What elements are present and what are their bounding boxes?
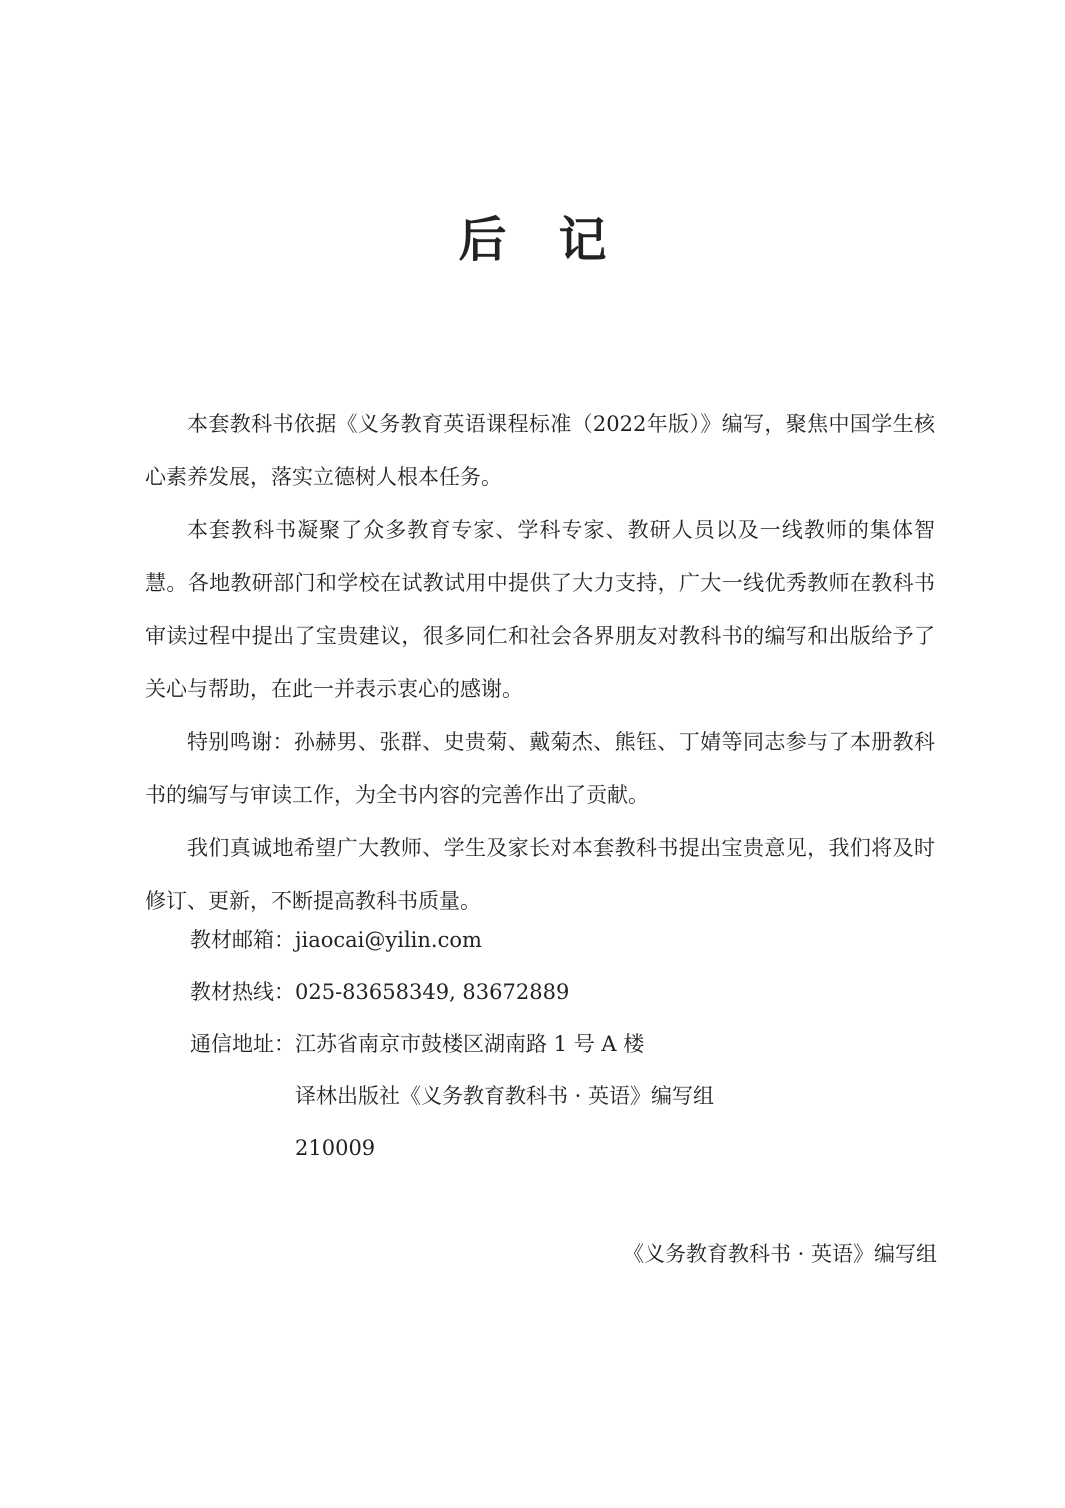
address-label: 通信地址： xyxy=(190,1032,295,1056)
email-row xyxy=(190,914,714,966)
address-line-1: 江苏省南京市鼓楼区湖南路 1 号 A 楼 xyxy=(295,1032,645,1056)
contact-info xyxy=(190,914,714,1174)
page-title xyxy=(0,208,1065,272)
hotline-row xyxy=(190,966,714,1018)
hotline-value: 025-83658349, 83672889 xyxy=(295,980,570,1004)
email-value: jiaocai@yilin.com xyxy=(295,928,482,952)
hotline-label: 教材热线： xyxy=(190,980,295,1004)
body-text xyxy=(145,398,935,928)
title-char-2: 记 xyxy=(558,212,607,268)
address-row xyxy=(190,1018,714,1070)
signature: 《义务教育教科书 · 英语》编写组 xyxy=(622,1242,937,1266)
paragraph-1: 本套教科书依据《义务教育英语课程标准（2022年版）》编写，聚焦中国学生核心素养发展，落实立德树人根本任务。 xyxy=(145,412,935,489)
paragraph-4: 我们真诚地希望广大教师、学生及家长对本套教科书提出宝贵意见，我们将及时修订、更新，不断提高教科书质量。 xyxy=(145,836,935,913)
title-char-1: 后 xyxy=(458,212,507,268)
paragraph-2: 本套教科书凝聚了众多教育专家、学科专家、教研人员以及一线教师的集体智慧。各地教研部门和学校在试教试用中提供了大力支持，广大一线优秀教师在教科书审读过程中提出了宝贵建议，很多同仁和社会各界朋友对教科书的编写和出版给予了关心与帮助，在此一并表示衷心的感谢。 xyxy=(145,518,935,701)
email-label: 教材邮箱： xyxy=(190,928,295,952)
address-line-2: 译林出版社《义务教育教科书 · 英语》编写组 xyxy=(295,1084,715,1108)
paragraph-3: 特别鸣谢：孙赫男、张群、史贵菊、戴菊杰、熊钰、丁婧等同志参与了本册教科书的编写与审读工作，为全书内容的完善作出了贡献。 xyxy=(145,730,935,807)
postcode: 210009 xyxy=(295,1136,376,1160)
